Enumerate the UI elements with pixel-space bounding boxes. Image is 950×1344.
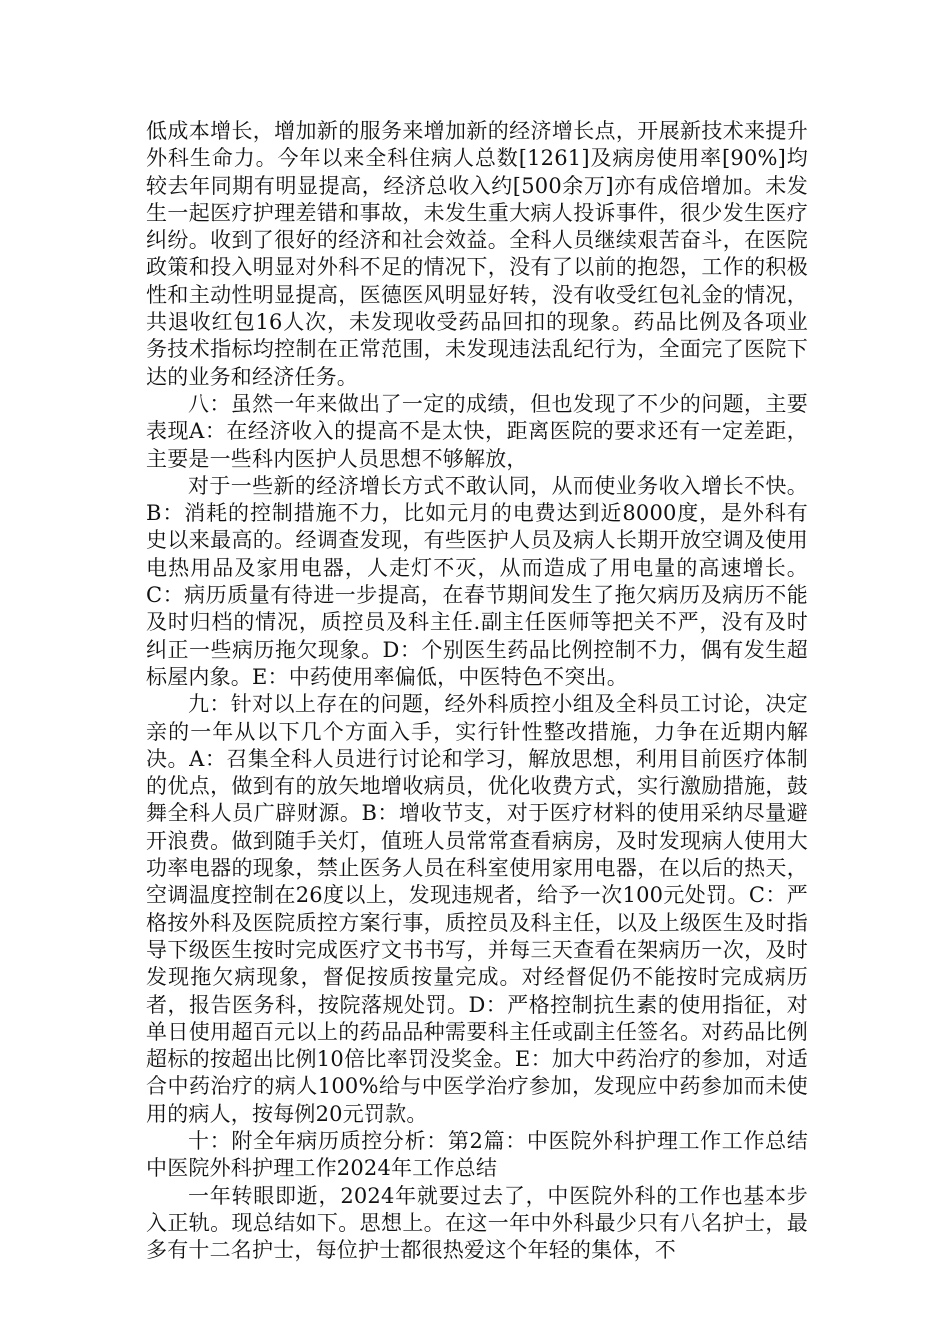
paragraph-problem-details: 对于一些新的经济增长方式不敢认同，从而使业务收入增长不快。B：消耗的控制措施不力，比如元月的电费达到近8000度，是外科有史以来最高的。经调查发现，有些医护人员及病人长期开放空调及使用电热用品及家用电器，人走灯不灭，从而造成了用电量的高速增长。C：病历质量有待进一步提高，在春节期间发生了拖欠病历及病历不能及时归档的情况，质控员及科主任.副主任医师等把关不严，没有及时纠正一些病历拖欠现象。D：个别医生药品比例控制不力，偶有发生超标屋内象。E：中药使用率偏低，中医特色不突出。 — [146, 473, 808, 689]
paragraph-eight-problems: 八：虽然一年来做出了一定的成绩，但也发现了不少的问题，主要表现A：在经济收入的提高不是太快，距离医院的要求还有一定差距，主要是一些科内医护人员思想不够解放， — [146, 391, 808, 471]
paragraph-economic-results: 低成本增长，增加新的服务来增加新的经济增长点，开展新技术来提升外科生命力。今年以来全科住病人总数[1261]及病房使用率[90%]均较去年同期有明显提高，经济总收入约[500余万]亦有成倍增加。未发生一起医疗护理差错和事故，未发生重大病人投诉事件，很少发生医疗纠纷。收到了很好的经济和社会效益。全科人员继续艰苦奋斗，在医院政策和投入明显对外科不足的情况下，没有了以前的抱怨，工作的积极性和主动性明显提高，医德医风明显好转，没有收受红包礼金的情况，共退收红包16人次，未发现收受药品回扣的现象。药品比例及各项业务技术指标均控制在正常范围，未发现违法乱纪行为，全面完了医院下达的业务和经济任务。 — [146, 119, 808, 389]
paragraph-nine-measures: 九：针对以上存在的问题，经外科质控小组及全科员工讨论，决定亲的一年从以下几个方面入手，实行针性整改措施，力争在近期内解决。A：召集全科人员进行讨论和学习，解放思想，利用目前医疗体制的优点，做到有的放矢地增收病员，优化收费方式，实行激励措施，鼓舞全科人员广辟财源。B：增收节支，对于医疗材料的使用采纳尽量避开浪费。做到随手关灯，值班人员常常查看病房，及时发现病人使用大功率电器的现象，禁止医务人员在科室使用家用电器，在以后的热天，空调温度控制在26度以上，发现违规者，给予一次100元处罚。C：严格按外科及医院质控方案行事，质控员及科主任，以及上级医生及时指导下级医生按时完成医疗文书书写，并每三天查看在架病历一次，及时发现拖欠病现象，督促按质按量完成。对经督促仍不能按时完成病历者，报告医务科，按院落规处罚。D：严格控制抗生素的使用指征，对单日使用超百元以上的药品品种需要科主任或副主任签名。对药品比例超标的按超出比例10倍比率罚没奖金。E：加大中药治疗的参加，对适合中药治疗的病人100%给与中医学治疗参加，发现应中药参加而未使用的病人，按每例20元罚款。 — [146, 692, 808, 1126]
document-page — [146, 118, 808, 1264]
paragraph-ten-heading: 十：附全年病历质控分析：第2篇：中医院外科护理工作工作总结中医院外科护理工作2024年工作总结 — [146, 1128, 808, 1181]
paragraph-annual-summary: 一年转眼即逝，2024年就要过去了，中医院外科的工作也基本步入正轨。现总结如下。思想上。在这一年中外科最少只有八名护士，最多有十二名护士，每位护士都很热爱这个年轻的集体，不 — [146, 1183, 808, 1263]
